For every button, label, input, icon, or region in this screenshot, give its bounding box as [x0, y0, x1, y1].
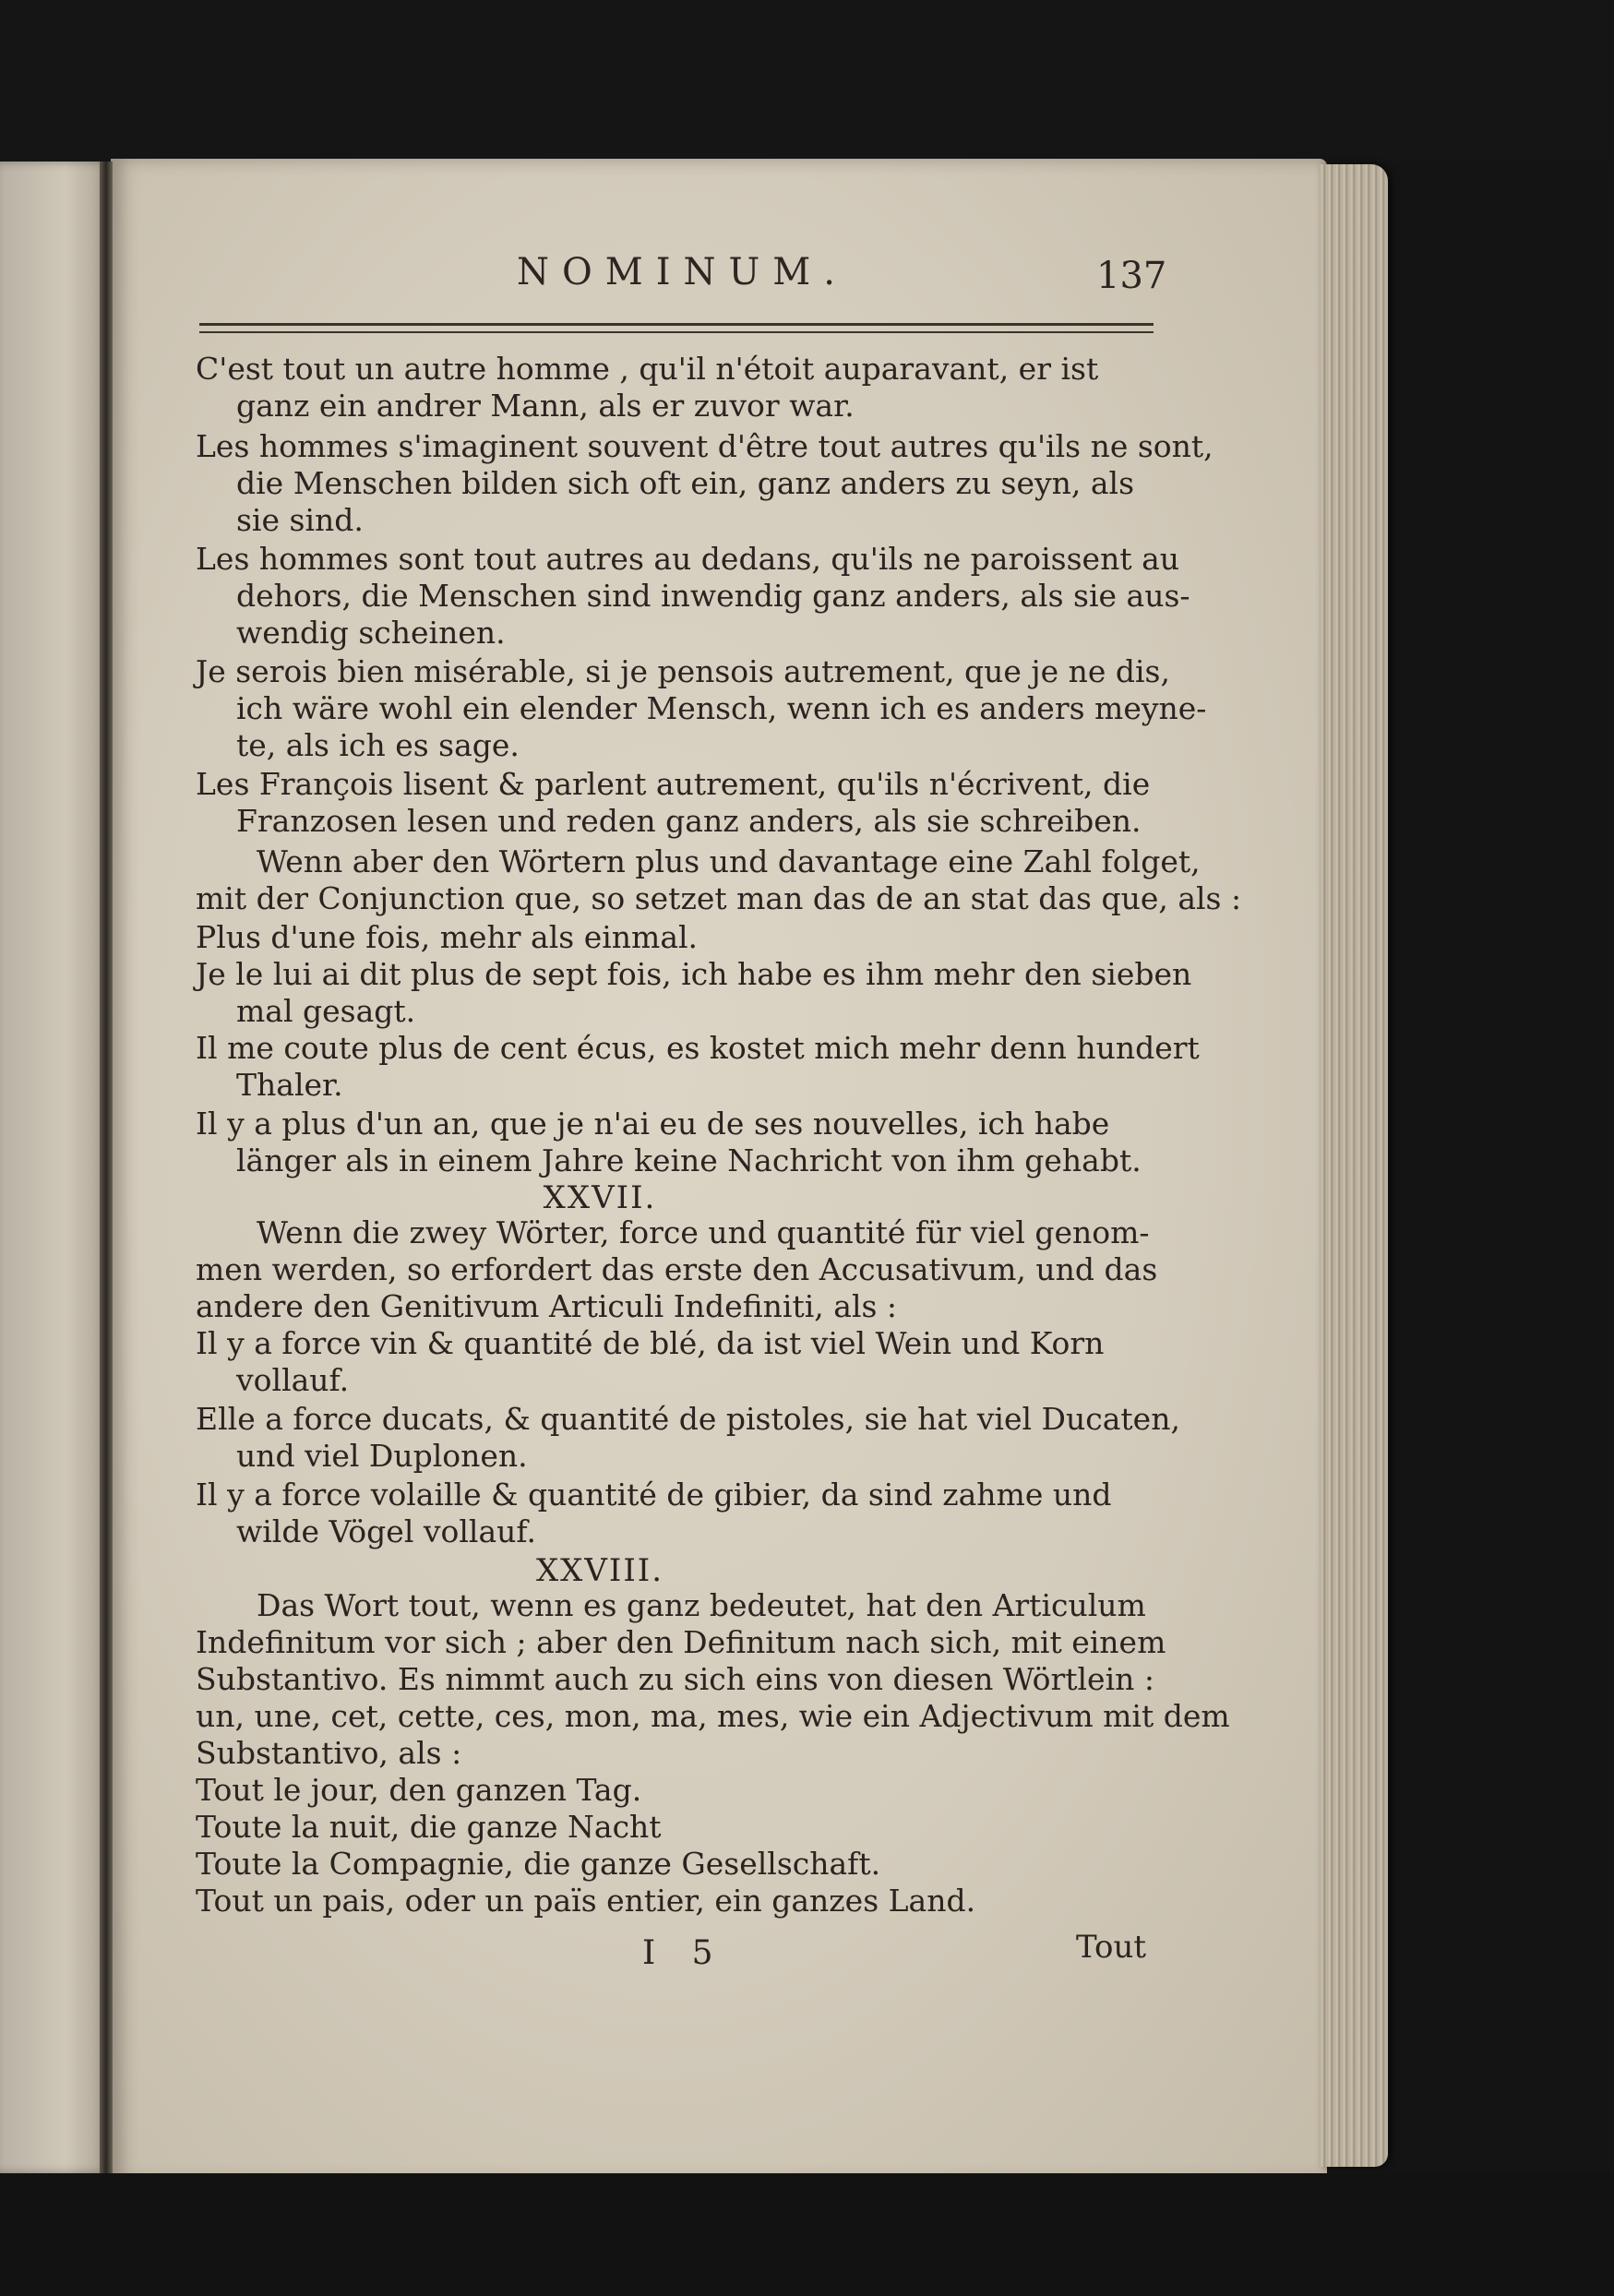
text-line: andere den Genitivum Articuli Indefiniti, als : — [196, 1288, 898, 1324]
text-line: Elle a force ducats, & quantité de pistoles, sie hat viel Ducaten, — [196, 1401, 1180, 1437]
text-line: men werden, so erfordert das erste den Accusativum, und das — [196, 1251, 1158, 1287]
paragraph-3 — [196, 541, 1190, 652]
text-line: Substantivo. Es nimmt auch zu sich eins von diesen Wörtlein : — [196, 1661, 1155, 1697]
paragraph-7 — [196, 956, 1191, 1030]
text-line: Les hommes sont tout autres au dedans, qu'ils ne paroissent au — [196, 541, 1180, 577]
paragraph-2 — [196, 428, 1213, 539]
text-line: wendig scheinen. — [236, 615, 506, 651]
text-line: Tout le jour, den ganzen Tag. — [196, 1772, 642, 1808]
text-line: Je serois bien misérable, si je pensois autrement, que je ne dis, — [196, 653, 1170, 689]
text-line: länger als in einem Jahre keine Nachricht von ihm gehabt. — [236, 1142, 1142, 1178]
text-line: vollauf. — [236, 1362, 350, 1398]
text-line: Les hommes s'imaginent souvent d'être tout autres qu'ils ne sont, — [196, 428, 1213, 464]
section-27-intro — [196, 1214, 1157, 1325]
text-line: Das Wort tout, wenn es ganz bedeutet, hat den Articulum — [257, 1587, 1146, 1623]
paragraph-4 — [196, 653, 1206, 764]
text-line: te, als ich es sage. — [236, 727, 520, 763]
text-line: sie sind. — [236, 502, 364, 538]
text-line: Thaler. — [236, 1067, 343, 1103]
section-heading-27: XXVII. — [543, 1179, 657, 1216]
text-line: dehors, die Menschen sind inwendig ganz anders, als sie aus- — [236, 578, 1190, 614]
text-line: Tout un pais, oder un païs entier, ein ganzes Land. — [196, 1883, 976, 1919]
section-28-intro — [196, 1587, 1230, 1772]
text-line: Il y a plus d'un an, que je n'ai eu de ses nouvelles, ich habe — [196, 1106, 1110, 1142]
page-number: 137 — [1096, 255, 1167, 297]
signature-mark: I 5 — [642, 1934, 726, 1972]
page-fore-edges — [1320, 164, 1388, 2167]
text-line: Toute la Compagnie, die ganze Gesellschaft. — [196, 1846, 881, 1882]
section-27-example-2 — [196, 1401, 1180, 1475]
section-27-example-1 — [196, 1325, 1104, 1399]
text-line: wilde Vögel vollauf. — [236, 1513, 536, 1549]
section-27-example-3 — [196, 1477, 1111, 1550]
background-bottom — [0, 2173, 1614, 2296]
book-gutter — [100, 161, 113, 2182]
text-line: die Menschen bilden sich oft ein, ganz anders zu seyn, als — [236, 465, 1135, 501]
text-line: un, une, cet, cette, ces, mon, ma, mes, wie ein Adjectivum mit dem — [196, 1698, 1230, 1734]
text-line: Les François lisent & parlent autrement, qu'ils n'écrivent, die — [196, 766, 1151, 802]
text-line: Substantivo, als : — [196, 1735, 462, 1771]
text-line: Il me coute plus de cent écus, es kostet mich mehr denn hundert — [196, 1030, 1200, 1066]
text-line: mit der Conjunction que, so setzet man das de an stat das que, als : — [196, 880, 1242, 916]
running-head: NOMINUM. — [517, 251, 848, 293]
text-line: ganz ein andrer Mann, als er zuvor war. — [236, 388, 855, 424]
paragraph-5 — [196, 766, 1150, 840]
text-line: mal gesagt. — [236, 993, 416, 1029]
paragraph-9 — [196, 1106, 1142, 1179]
text-line: C'est tout un autre homme , qu'il n'étoit auparavant, er ist — [196, 351, 1099, 387]
section-28-examples — [196, 1772, 975, 1919]
text-line: und viel Duplonen. — [236, 1438, 528, 1474]
text-line: Toute la nuit, die ganze Nacht — [196, 1809, 662, 1845]
text-line: Je le lui ai dit plus de sept fois, ich habe es ihm mehr den sieben — [196, 956, 1192, 992]
text-line: Wenn aber den Wörtern plus und davantage eine Zahl folget, — [257, 843, 1201, 879]
paragraph-6 — [196, 919, 698, 956]
left-page-edge — [0, 161, 109, 2173]
text-line: Indefinitum vor sich ; aber den Definitum nach sich, mit einem — [196, 1624, 1166, 1660]
section-heading-28: XXVIII. — [535, 1552, 664, 1589]
header-rule — [199, 323, 1154, 333]
paragraph-1 — [196, 351, 1098, 425]
text-line: Wenn die zwey Wörter, force und quantité für viel genom- — [257, 1214, 1150, 1250]
text-line: Plus d'une fois, mehr als einmal. — [196, 919, 699, 955]
paragraph-plus-rule — [196, 843, 1241, 917]
text-line: Il y a force vin & quantité de blé, da ist viel Wein und Korn — [196, 1325, 1105, 1361]
text-line: Franzosen lesen und reden ganz anders, als sie schreiben. — [236, 803, 1142, 839]
background-top — [0, 0, 1614, 161]
text-line: ich wäre wohl ein elender Mensch, wenn ich es anders meyne- — [236, 690, 1207, 726]
text-line: Il y a force volaille & quantité de gibier, da sind zahme und — [196, 1477, 1112, 1513]
paragraph-8 — [196, 1030, 1200, 1104]
catchword: Tout — [1076, 1929, 1147, 1966]
